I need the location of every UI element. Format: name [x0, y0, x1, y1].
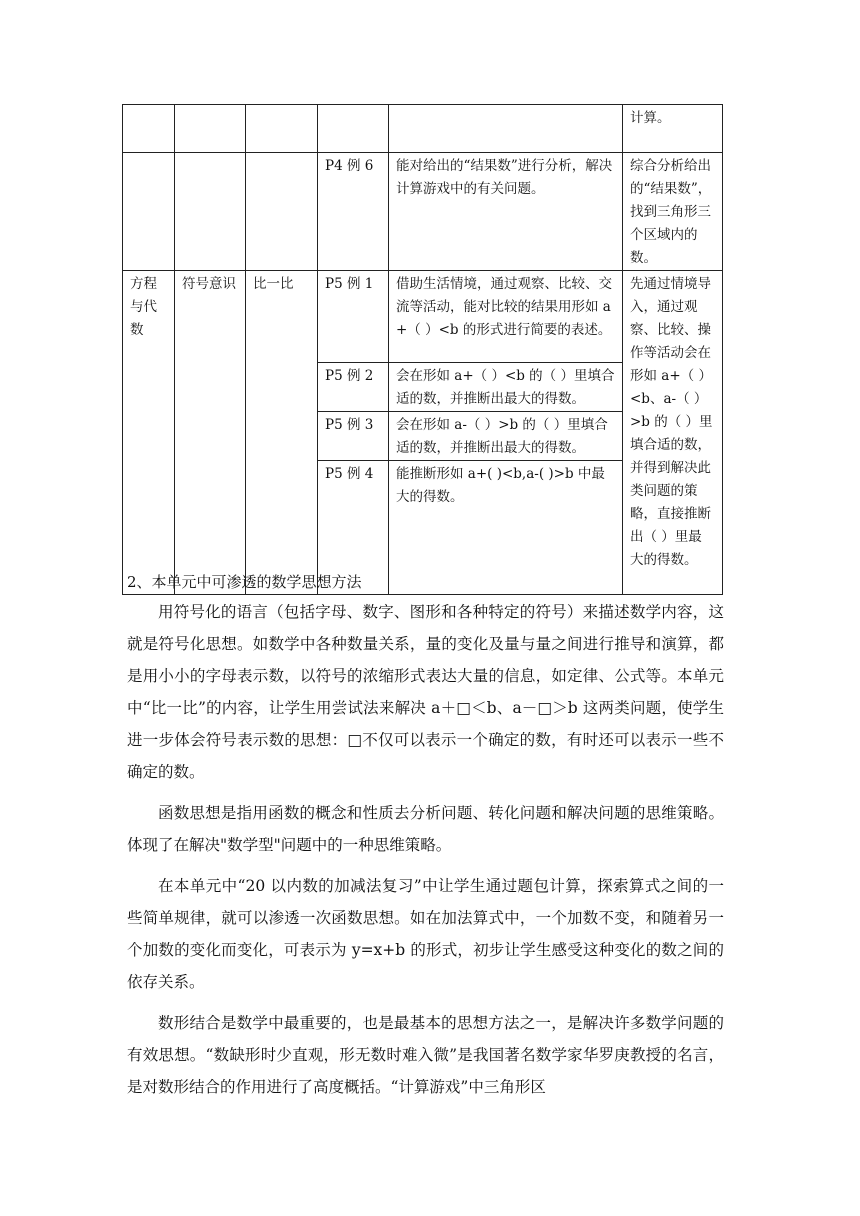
table-cell [318, 363, 389, 412]
table-cell [623, 271, 723, 595]
table-cell [318, 105, 389, 153]
paragraph-symbolic-thinking: 用符号化的语言（包括字母、数字、图形和各种特定的符号）来描述数学内容，这就是符号化思想。如数学中各种数量关系，量的变化及量与量之间进行推导和演算，都是用小小的字母表示数，以符号的浓缩形式表达大量的信息，如定律、公式等。本单元中“比一比”的内容，让学生用尝试法来解决 a＋□＜b、a－□＞b 这两类问题，使学生进一步体会符号表示数的思想：□不仅可以表示一个确定的数，有时还可以表示一些不确定的数。 [127, 603, 724, 781]
table-cell [623, 105, 723, 153]
table-cell [318, 412, 389, 461]
paragraph-function-thinking: 函数思想是指用函数的概念和性质去分析问题、转化问题和解决问题的思维策略。体现了在解决"数学型"问题中的一种思维策略。 [127, 804, 724, 854]
cell-text: 计算。 [630, 110, 671, 126]
objective-text: 能推断形如 a+( )<b,a-( )>b 中最大的得数。 [396, 466, 605, 505]
table-cell [175, 153, 246, 271]
table-cell [123, 271, 175, 595]
table-cell [175, 271, 246, 595]
paragraph-linear-function: 在本单元中“20 以内数的加减法复习”中让学生通过题包计算，探索算式之间的一些简单规律，就可以渗透一次函数思想。如在加法算式中，一个加数不变，和随着另一个加数的变化而变化，可表示为 y=x+b 的形式，初步让学生感受这种变化的数之间的依存关系。 [127, 877, 724, 991]
table-cell [389, 363, 623, 412]
table-cell [389, 412, 623, 461]
domain-label: 方程与代数 [130, 276, 157, 338]
lesson-label: 比一比 [253, 276, 294, 292]
example-label: P5 例 3 [325, 417, 374, 433]
example-label: P5 例 1 [325, 276, 374, 292]
example-label: P5 例 2 [325, 368, 374, 384]
table-cell [318, 153, 389, 271]
objective-text: 会在形如 a+（ ）<b 的（ ）里填合适的数，并推断出最大的得数。 [396, 368, 615, 407]
core-concept-label: 符号意识 [182, 276, 236, 292]
table-cell [175, 105, 246, 153]
table-cell [246, 153, 318, 271]
table-row [123, 271, 723, 363]
table-cell [389, 105, 623, 153]
table-cell [623, 153, 723, 271]
example-label: P4 例 6 [325, 158, 374, 174]
table-cell [246, 105, 318, 153]
table-cell [123, 105, 175, 153]
curriculum-table [122, 104, 723, 595]
table-cell [318, 271, 389, 363]
section-body [127, 596, 724, 1112]
table-row [123, 105, 723, 153]
section-heading: 2、本单元中可渗透的数学思想方法 [127, 573, 362, 591]
objective-text: 能对给出的“结果数”进行分析，解决计算游戏中的有关问题。 [396, 158, 613, 197]
table-cell [389, 461, 623, 595]
table-row [123, 153, 723, 271]
objective-text: 会在形如 a-（ ）>b 的（ ）里填合适的数，并推断出最大的得数。 [396, 417, 608, 456]
example-label: P5 例 4 [325, 466, 374, 482]
table-cell [389, 271, 623, 363]
strategy-text: 先通过情境导入，通过观察、比较、操作等活动会在形如 a+（ ）<b、a-（ ）>b 的（ ）里填合适的数，并得到解决此类问题的策略，直接推断出（ ）里最大的得数。 [630, 276, 713, 568]
objective-text: 借助生活情境，通过观察、比较、交流等活动，能对比较的结果用形如 a+（ ）<b 的形式进行简要的表述。 [396, 276, 612, 338]
table-cell [123, 153, 175, 271]
strategy-text: 综合分析给出的“结果数”，找到三角形三个区域内的数。 [630, 158, 712, 266]
paragraph-number-shape: 数形结合是数学中最重要的，也是最基本的思想方法之一，是解决许多数学问题的有效思想。“数缺形时少直观，形无数时难入微”是我国著名数学家华罗庚教授的名言，是对数形结合的作用进行了高度概括。“计算游戏”中三角形区 [127, 1014, 724, 1096]
table-cell [246, 271, 318, 595]
table-cell [389, 153, 623, 271]
